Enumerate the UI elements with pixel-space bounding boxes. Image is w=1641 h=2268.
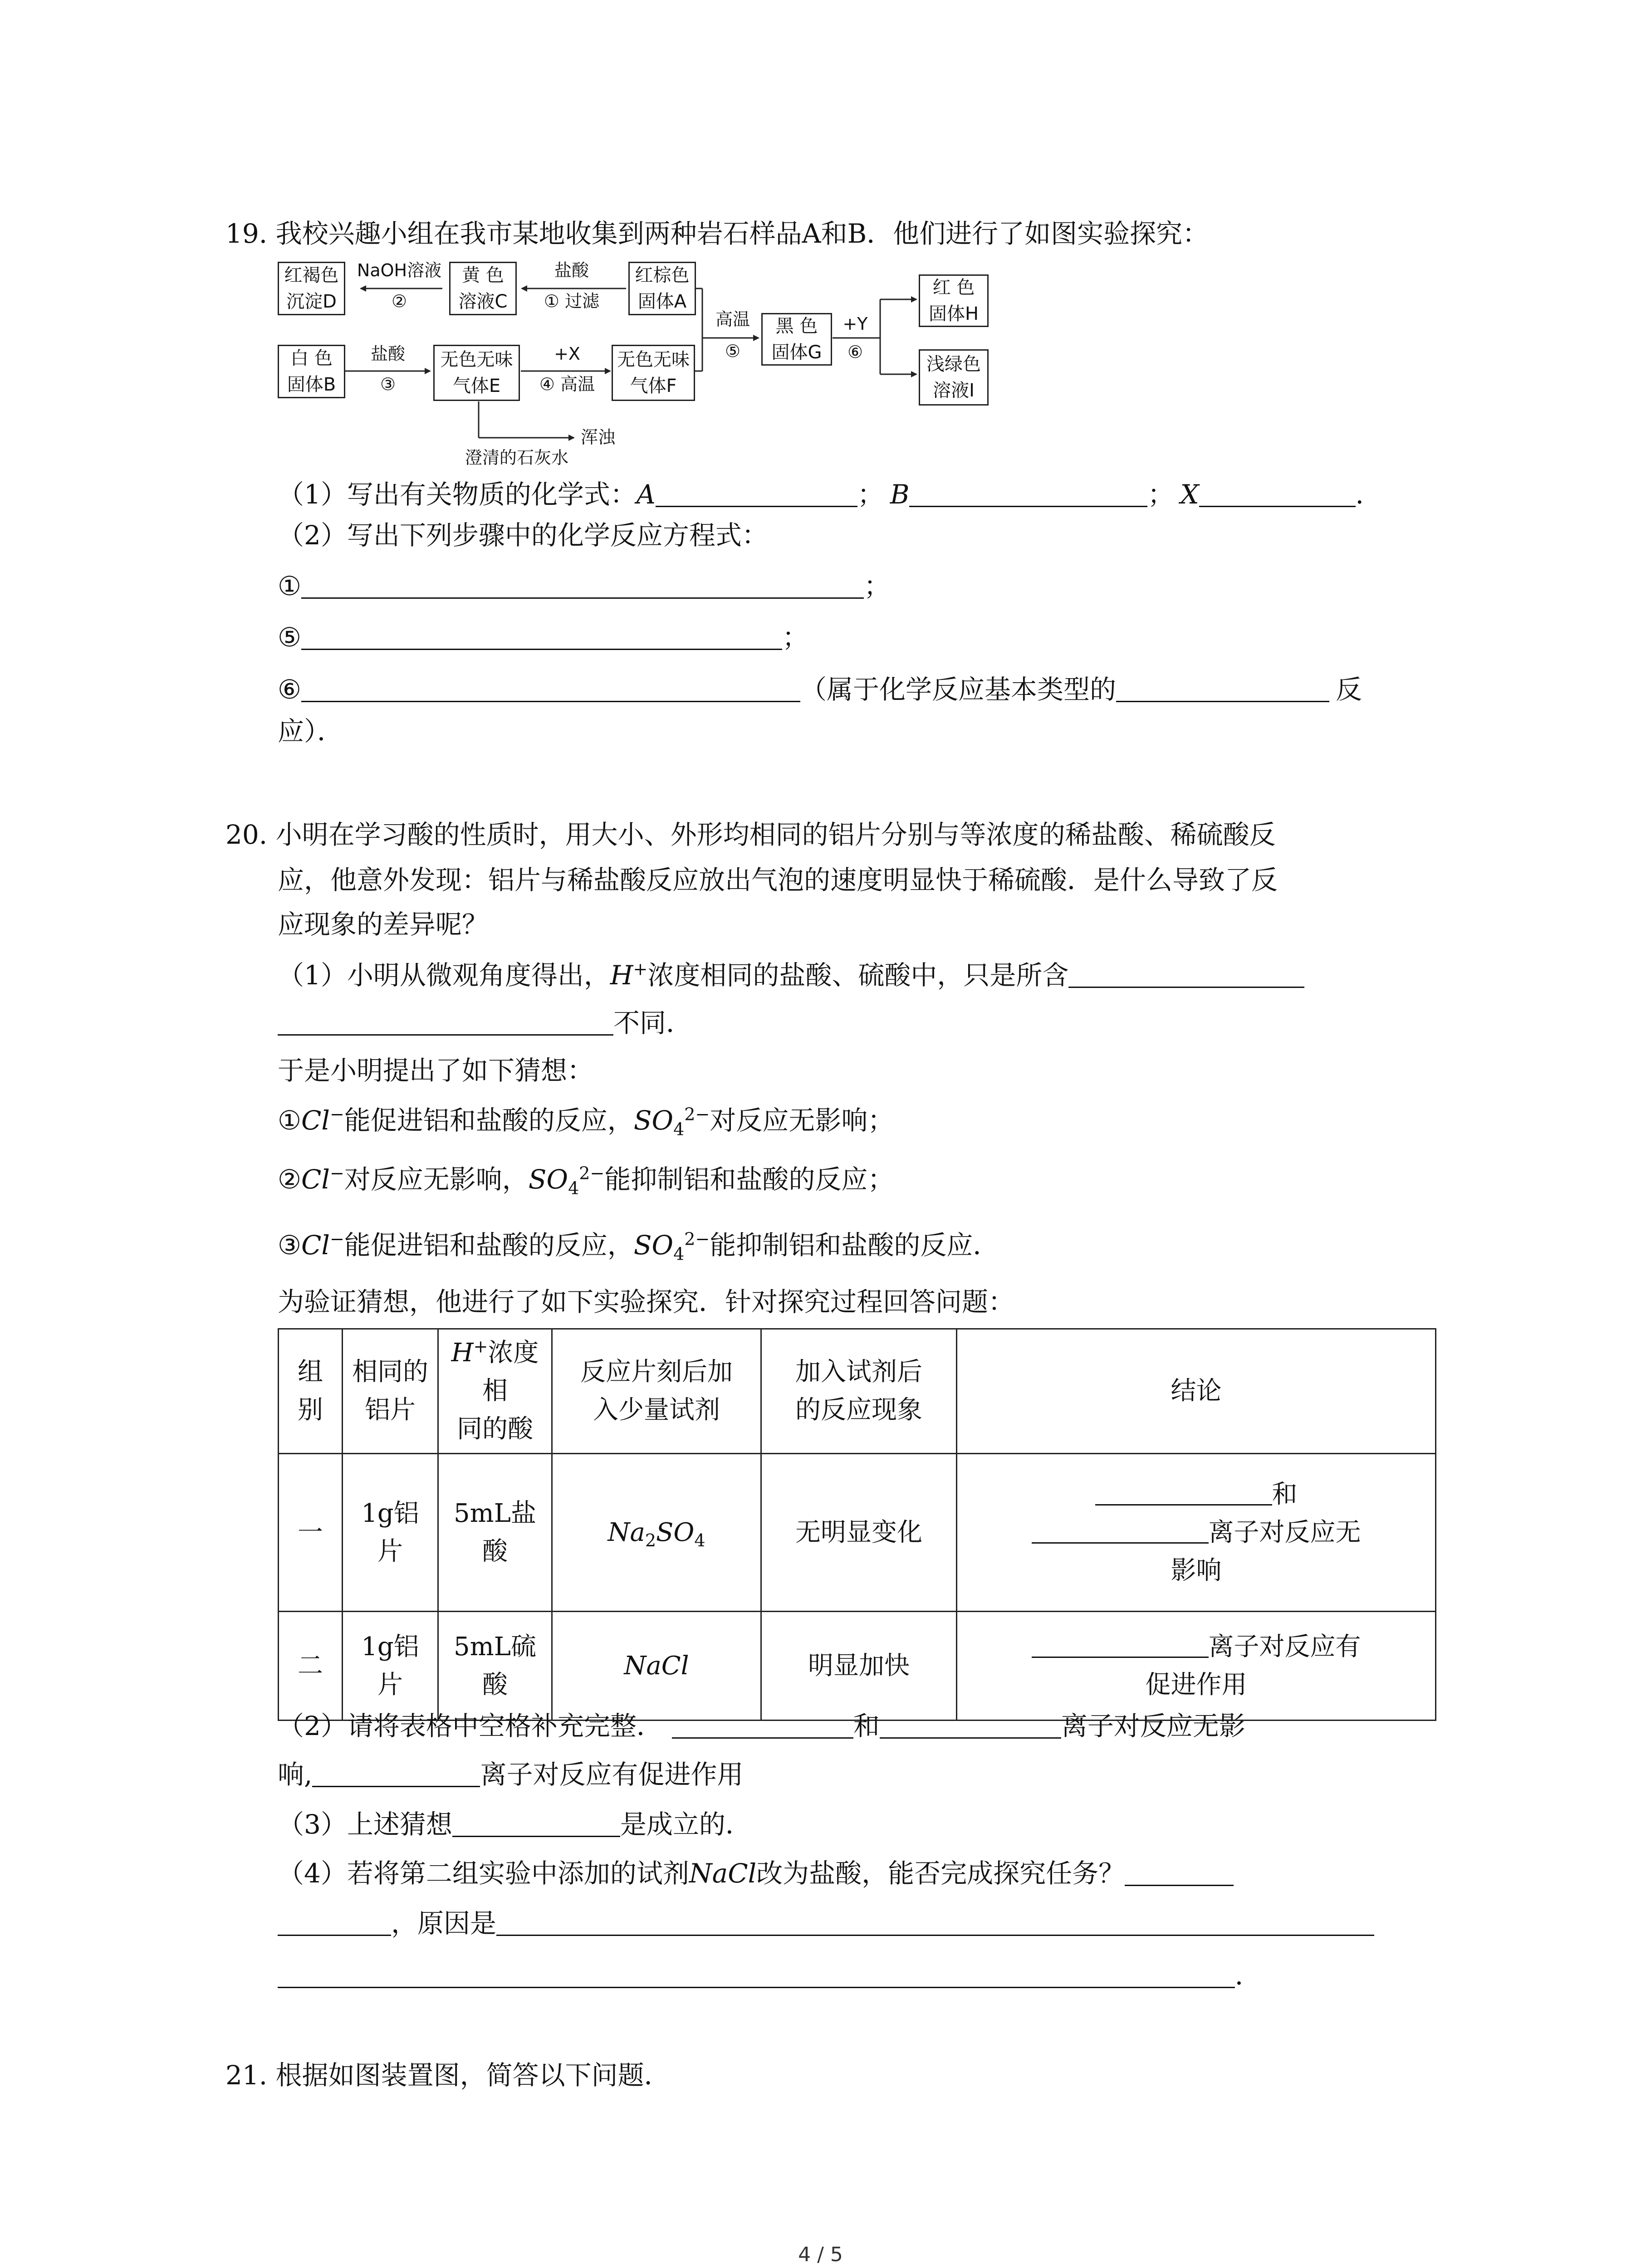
answer-blank-reaction-type[interactable] <box>1116 674 1329 702</box>
q20-guess-intro: 于是小明提出了如下猜想： <box>278 1055 594 1086</box>
table-row <box>279 1454 1436 1612</box>
table-header-row <box>279 1329 1436 1454</box>
row1-phenomenon: 无明显变化 <box>761 1454 957 1612</box>
header-phenomenon: 加入试剂后 的反应现象 <box>761 1329 957 1454</box>
q20-part4: （4）若将第二组实验中添加的试剂NaCl改为盐酸，能否完成探究任务？ <box>278 1855 1234 1892</box>
label-limewater: 澄清的石灰水 <box>465 448 569 468</box>
row2-acid: 5mL硫酸 <box>438 1612 552 1721</box>
label-step-1: ① 过滤 <box>544 291 600 311</box>
answer-blank-eq6[interactable] <box>301 674 800 702</box>
q20-intro-line2: 应，他意外发现：铝片与稀盐酸反应放出气泡的速度明显快于稀硫酸．是什么导致了反 <box>278 865 1278 895</box>
row1-aluminum: 1g铝片 <box>343 1454 438 1612</box>
label-naoh: NaOH溶液 <box>357 260 442 280</box>
answer-blank-eq5[interactable] <box>301 621 782 650</box>
q21-intro: 21. 根据如图装置图，简答以下问题． <box>225 2060 671 2091</box>
answer-blank-table-1[interactable] <box>672 1710 853 1739</box>
answer-blank-b[interactable] <box>909 479 1147 507</box>
q19-equation-6: ⑥ （属于化学反应基本类型的 反 <box>278 674 1362 705</box>
answer-blank-table-3[interactable] <box>312 1759 480 1787</box>
label-high-temp: 高温 <box>715 309 750 329</box>
answer-blank-reason-cont[interactable] <box>278 1960 1235 1988</box>
label-plus-x: +X <box>554 344 580 364</box>
label-turbid: 浑浊 <box>581 427 616 447</box>
table-blank-3[interactable] <box>1032 1631 1209 1658</box>
answer-blank-eq1[interactable] <box>301 570 864 599</box>
page-number: 4 / 5 <box>798 2243 843 2266</box>
answer-blank-ion-cont[interactable] <box>278 1007 613 1036</box>
box-gas-e: 无色无味 气体E <box>433 345 520 401</box>
box-solid-a: 红棕色 固体A <box>628 262 696 315</box>
row2-phenomenon: 明显加快 <box>761 1612 957 1721</box>
row1-acid: 5mL盐酸 <box>438 1454 552 1612</box>
row2-conclusion: 离子对反应有 促进作用 <box>957 1612 1436 1721</box>
box-precipitate-d: 红褐色 沉淀D <box>278 262 345 315</box>
q20-part2: （2）请将表格中空格补充完整． 和 离子对反应无影 <box>278 1711 1245 1741</box>
box-solid-b: 白 色 固体B <box>278 345 345 398</box>
q19-equation-6-cont: 应）． <box>278 716 344 747</box>
answer-blank-reason[interactable] <box>496 1907 1374 1936</box>
table-row <box>279 1612 1436 1721</box>
answer-blank-table-2[interactable] <box>880 1710 1061 1739</box>
q20-part3: （3）上述猜想 是成立的． <box>278 1809 752 1840</box>
row1-reagent: $Na_2SO_4$ <box>552 1454 761 1612</box>
q20-guess-3: ③Cl−能促进铝和盐酸的反应，$SO_4^{2-}$能抑制铝和盐酸的反应． <box>278 1229 999 1264</box>
q19-equation-5: ⑤ ； <box>278 622 809 653</box>
q20-intro-line1: 20. 小明在学习酸的性质时，用大小、外形均相同的铝片分别与等浓度的稀盐酸、稀硫酸反 <box>225 819 1276 850</box>
label-plus-y: +Y <box>843 314 868 334</box>
answer-blank-ion[interactable] <box>1068 959 1304 988</box>
flowchart-arrows <box>0 0 1641 499</box>
label-step-2: ② <box>391 291 407 311</box>
q20-part1-cont: 不同． <box>278 1005 692 1041</box>
answer-blank-x[interactable] <box>1199 479 1356 507</box>
label-step-6: ⑥ <box>847 342 863 362</box>
q20-part1: （1）小明从微观角度得出，H+浓度相同的盐酸、硫酸中，只是所含 <box>278 957 1304 993</box>
q19-part2: （2）写出下列步骤中的化学反应方程式： <box>278 520 768 551</box>
header-acid: H+浓度相 同的酸 <box>438 1329 552 1454</box>
row2-group: 二 <box>279 1612 343 1721</box>
header-conclusion: 结论 <box>957 1329 1436 1454</box>
label-step-3: ③ <box>380 374 396 394</box>
label-step-5: ⑤ <box>725 341 741 361</box>
q19-intro: 19. 我校兴趣小组在我市某地收集到两种岩石样品A和B．他们进行了如图实验探究： <box>225 218 1209 249</box>
row1-group: 一 <box>279 1454 343 1612</box>
q20-guess-2: ②Cl−对反应无影响，$SO_4^{2-}$能抑制铝和盐酸的反应； <box>278 1163 894 1198</box>
header-group: 组 别 <box>279 1329 343 1454</box>
answer-blank-can[interactable] <box>1125 1857 1234 1886</box>
box-gas-f: 无色无味 气体F <box>612 345 695 401</box>
table-blank-2[interactable] <box>1032 1517 1209 1544</box>
q19-equation-1: ① ； <box>278 571 891 601</box>
q20-part4-cont2: ． <box>278 1957 1261 1994</box>
q20-intro-line3: 应现象的差异呢？ <box>278 909 489 940</box>
box-solution-i: 浅绿色 溶液I <box>919 349 989 406</box>
row1-conclusion: 和 离子对反应无 影响 <box>957 1454 1436 1612</box>
q20-part4-cont: ，原因是 <box>278 1905 1374 1941</box>
label-hcl-top: 盐酸 <box>554 260 589 280</box>
answer-blank-a[interactable] <box>656 479 857 507</box>
answer-blank-can-cont[interactable] <box>278 1907 391 1936</box>
experiment-table <box>278 1328 1436 1721</box>
q20-verify: 为验证猜想，他进行了如下实验探究．针对探究过程回答问题： <box>278 1286 1015 1317</box>
answer-blank-guess[interactable] <box>452 1809 620 1837</box>
q20-guess-1: ①Cl−能促进铝和盐酸的反应，$SO_4^{2-}$对反应无影响； <box>278 1104 894 1139</box>
box-solid-h: 红 色 固体H <box>919 274 989 327</box>
label-step-4: ④ 高温 <box>539 374 595 394</box>
row2-reagent: NaCl <box>552 1612 761 1721</box>
box-solid-g: 黑 色 固体G <box>761 313 832 366</box>
header-aluminum: 相同的 铝片 <box>343 1329 438 1454</box>
header-reagent: 反应片刻后加 入少量试剂 <box>552 1329 761 1454</box>
row2-aluminum: 1g铝片 <box>343 1612 438 1721</box>
table-blank-1[interactable] <box>1095 1479 1272 1505</box>
q20-part2-cont: 响, 离子对反应有促进作用 <box>278 1759 744 1790</box>
label-hcl-left: 盐酸 <box>370 344 405 364</box>
box-solution-c: 黄 色 溶液C <box>449 262 517 315</box>
q19-part1: （1）写出有关物质的化学式：A ； B ； X ． <box>278 479 1382 510</box>
